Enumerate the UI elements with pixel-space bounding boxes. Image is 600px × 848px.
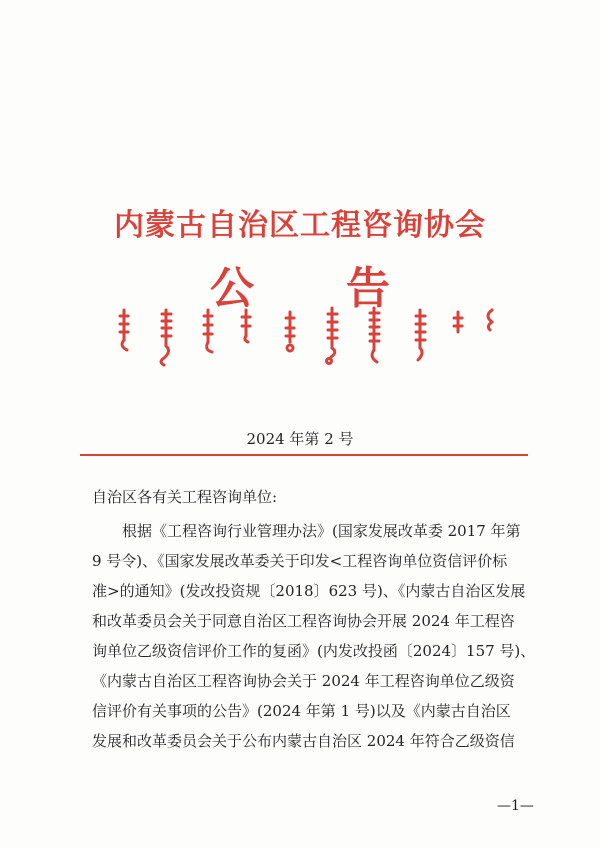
mongol-word-5	[286, 312, 294, 351]
paragraph-line: 发展和改革委员会关于公布内蒙古自治区 2024 年符合乙级资信	[92, 732, 515, 750]
mongol-word-10	[488, 310, 492, 330]
organization-title: 内蒙古自治区工程咨询协会	[114, 208, 486, 243]
paragraph-line: 《内蒙古自治区工程咨询协会关于 2024 年工程咨询单位乙级资	[92, 672, 515, 690]
paragraph-line: 准>的通知》(发改投资规〔2018〕623 号)、《内蒙古自治区发展	[92, 582, 526, 600]
red-divider-line	[80, 454, 528, 456]
paragraph-line: 根据《工程咨询行业管理办法》(国家发展改革委 2017 年第	[122, 522, 521, 540]
mongol-word-8	[416, 310, 425, 360]
mongol-word-4	[242, 310, 250, 342]
body-paragraph	[92, 516, 536, 756]
mongol-word-6	[327, 308, 338, 364]
document-number: 2024 年第 2 号	[246, 430, 354, 448]
mongolian-script-title	[118, 306, 498, 368]
paragraph-line: 和改革委员会关于同意自治区工程咨询协会开展 2024 年工程咨	[92, 612, 515, 630]
paragraph-line: 信评价有关事项的公告》(2024 年第 1 号)以及《内蒙古自治区	[92, 702, 511, 720]
mongol-word-1	[120, 310, 128, 350]
mongol-word-9	[454, 312, 462, 332]
paragraph-line: 9 号令)、《国家发展改革委关于印发<工程咨询单位资信评价标	[92, 552, 508, 570]
doc-type-char-2: 告	[346, 263, 390, 314]
page-number: —1—	[497, 798, 534, 814]
paragraph-line: 询单位乙级资信评价工作的复函》(内发改投函〔2024〕157 号)、	[92, 642, 536, 660]
mongol-word-2	[161, 310, 171, 365]
doc-type-char-1: 公	[210, 263, 254, 314]
mongol-word-7	[370, 308, 379, 362]
salutation: 自治区各有关工程咨询单位:	[92, 488, 278, 506]
mongol-word-3	[204, 310, 212, 352]
